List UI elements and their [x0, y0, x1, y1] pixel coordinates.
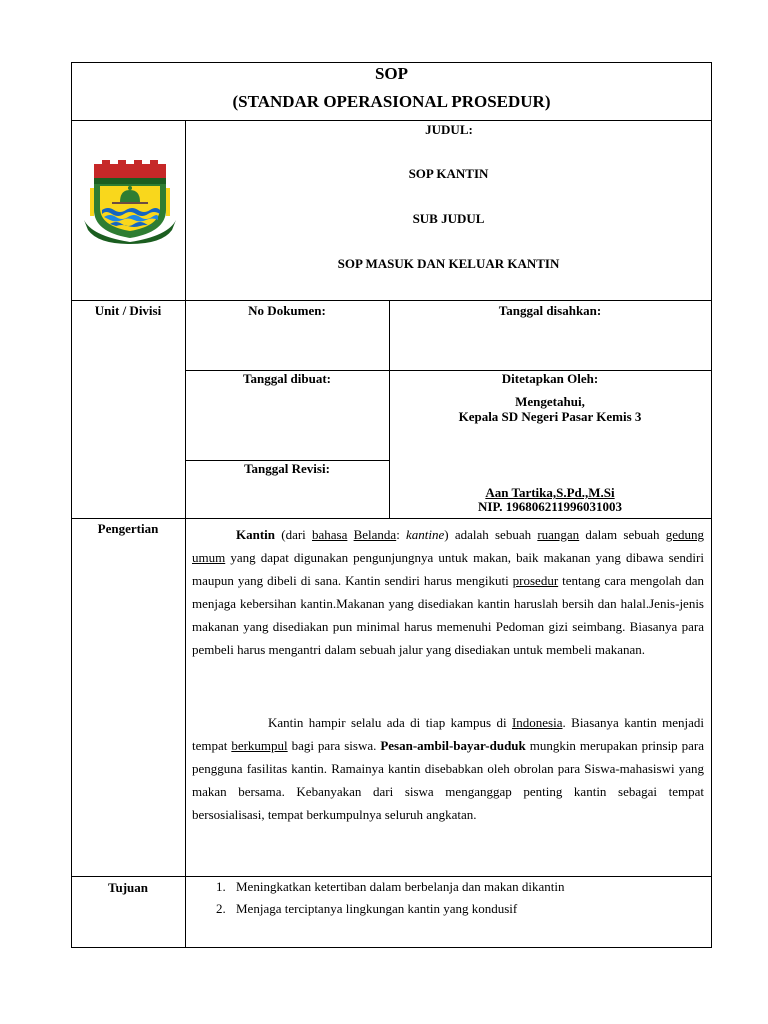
list-text: Meningkatkan ketertiban dalam berbelanja dan makan dikantin — [236, 879, 565, 894]
mengetahui-text: Mengetahui, — [515, 394, 585, 409]
border-bottom — [71, 947, 712, 948]
sub-judul-label: SUB JUDUL — [412, 211, 485, 226]
signatory-nip: NIP. 196806211996031003 — [478, 499, 622, 514]
indonesia-link[interactable]: Indonesia — [511, 715, 563, 730]
belanda-link[interactable]: Belanda — [353, 527, 397, 542]
umum-link[interactable]: umum — [192, 550, 226, 565]
tujuan-list — [216, 879, 565, 923]
berkumpul-link[interactable]: berkumpul — [231, 738, 288, 753]
header-subtitle: (STANDAR OPERASIONAL PROSEDUR) — [232, 92, 551, 111]
list-item — [216, 879, 565, 901]
tanggal-disahkan-label: Tanggal disahkan: — [498, 303, 602, 318]
judul-value: SOP KANTIN — [408, 166, 489, 181]
list-item — [216, 901, 565, 923]
prosedur-link[interactable]: prosedur — [512, 573, 559, 588]
divider-label-column — [185, 120, 186, 948]
signatory-name: Aan Tartika,S.Pd.,M.Si — [485, 485, 615, 500]
tujuan-label: Tujuan — [108, 880, 148, 895]
pengertian-label: Pengertian — [97, 521, 159, 536]
border-right — [711, 62, 712, 948]
kantin-term: Kantin — [236, 527, 276, 542]
tanggal-dibuat-label: Tanggal dibuat: — [242, 371, 332, 386]
pesan-ambil-bayar-duduk: Pesan-ambil-bayar-duduk — [380, 738, 526, 753]
ruangan-link[interactable]: ruangan — [537, 527, 580, 542]
regency-emblem-icon — [82, 158, 178, 244]
divider-header — [71, 120, 712, 121]
list-text: Menjaga terciptanya lingkungan kantin yang kondusif — [236, 901, 518, 916]
bahasa-link[interactable]: bahasa — [312, 527, 348, 542]
kepala-sekolah-text: Kepala SD Negeri Pasar Kemis 3 — [458, 409, 642, 424]
header-title: SOP — [374, 64, 409, 83]
kantine-term: kantine — [406, 527, 445, 542]
tanggal-revisi-label: Tanggal Revisi: — [244, 461, 330, 476]
no-dokumen-label: No Dokumen: — [248, 303, 326, 318]
judul-label: JUDUL: — [425, 122, 473, 137]
list-number: 1. — [216, 879, 226, 894]
pengertian-paragraph-2: Kantin hampir selalu ada di tiap kampus di Indonesia. Biasanya kantin menjadi tempat berkumpul bagi para siswa. Pesan-ambil-bayar-duduk mungkin merupakan prinsip para pengguna fasilitas kantin. Ramainya kantin disebabkan oleh obrolan para Siswa-mahasiswi yang makan bersama. Kebanyakan dari siswa menganggap penting kantin sebagai tempat bersosialisasi, tempat berkumpulnya seluruh angkatan. — [192, 715, 704, 822]
ditetapkan-oleh-label: Ditetapkan Oleh: — [501, 371, 599, 386]
divider-meta-bottom — [71, 518, 712, 519]
unit-divisi-label: Unit / Divisi — [94, 303, 162, 318]
sub-judul-value: SOP MASUK DAN KELUAR KANTIN — [337, 256, 560, 271]
divider-pengertian-bottom — [71, 876, 712, 877]
divider-title-block — [71, 300, 712, 301]
border-left — [71, 62, 72, 948]
pengertian-paragraph-1: Kantin (dari bahasa Belanda: kantine) adalah sebuah ruangan dalam sebuah gedung umum yang dapat digunakan pengunjungnya untuk makan, baik makanan yang dibawa sendiri maupun yang dibeli di sana. Kantin sendiri harus mengikuti prosedur tentang cara mengolah dan menjaga kebersihan kantin.Makanan yang disediakan kantin haruslah bersih dan halal.Jenis-jenis makanan yang disediakan pun minimal harus memenuhi Pedoman gizi seimbang. Biasanya para pembeli harus mengantri dalam sebuah jalur yang disediakan untuk membeli makanan. — [192, 527, 705, 657]
border-top — [71, 62, 712, 63]
gedung-link[interactable]: gedung — [665, 527, 704, 542]
list-number: 2. — [216, 901, 226, 916]
